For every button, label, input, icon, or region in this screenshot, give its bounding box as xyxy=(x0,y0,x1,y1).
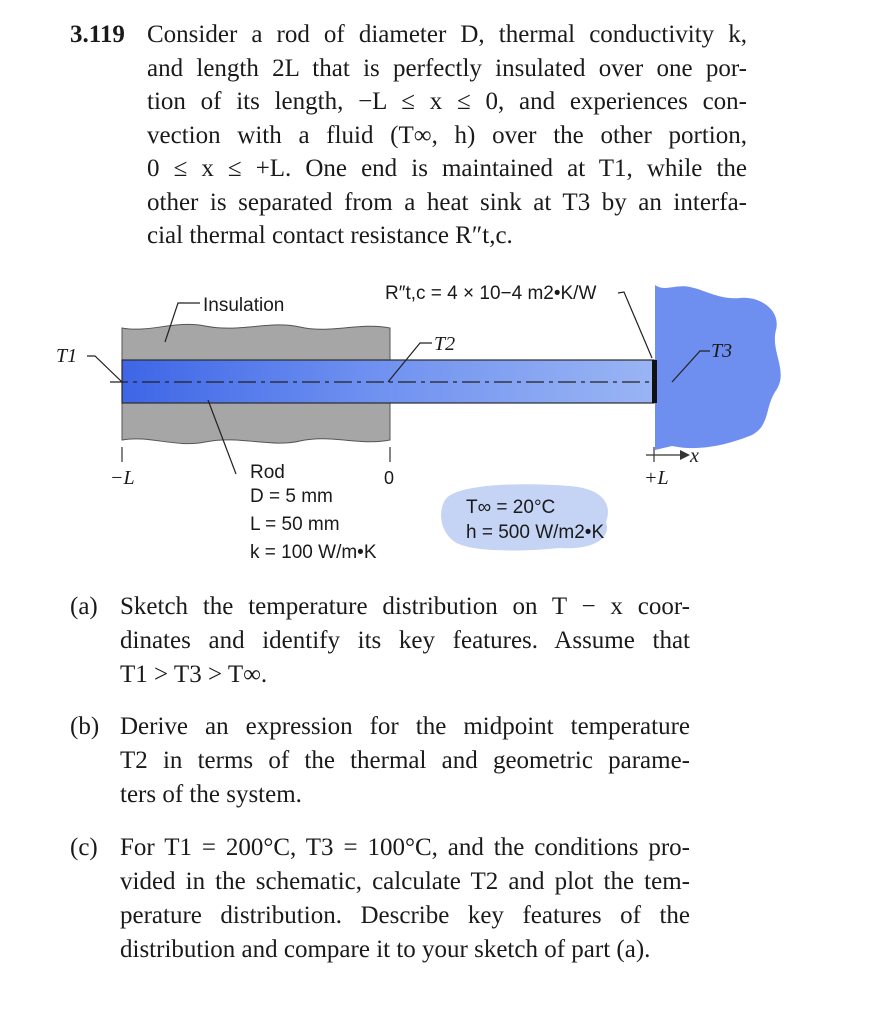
problem-line: 0 ≤ x ≤ +L. One end is maintained at T1, while the xyxy=(147,155,747,182)
part-text xyxy=(120,590,690,692)
part-line: For T1 = 200°C, T3 = 100°C, and the conditions pro- xyxy=(120,834,690,861)
part-text xyxy=(120,831,690,967)
t3-label: T3 xyxy=(711,340,733,362)
problem-line: other is separated from a heat sink at T3 by an interfa- xyxy=(147,188,747,216)
part-label: (c) xyxy=(70,834,98,861)
part-line: T1 > T3 > T∞. xyxy=(120,661,268,688)
problem-line: vection with a fluid (T∞, h) over the other portion, xyxy=(147,121,747,149)
insulation-top xyxy=(122,324,390,360)
part-line: Sketch the temperature distribution on T − x coor- xyxy=(120,593,690,620)
part-line: Derive an expression for the midpoint temperature xyxy=(120,713,690,740)
part-line: dinates and identify its key features. Assume that xyxy=(120,627,690,654)
rod-param-length: L = 50 mm xyxy=(250,514,340,535)
t1-leader xyxy=(87,356,122,382)
x-axis-arrow xyxy=(680,450,690,460)
tick-minus-l-label: −L xyxy=(110,467,135,489)
problem-line: and length 2L that is perfectly insulated over one por- xyxy=(147,54,747,82)
contact-resistance-label: R″t,c = 4 × 10−4 m2•K/W xyxy=(385,283,597,304)
problem-line: cial thermal contact resistance R″t,c. xyxy=(147,222,513,249)
part-line: perature distribution. Describe key features of the xyxy=(120,902,690,929)
part-line: distribution and compare it to your sketch of part (a). xyxy=(120,936,651,963)
rod-label: Rod xyxy=(250,462,285,483)
insulation-label: Insulation xyxy=(203,295,285,316)
t1-label: T1 xyxy=(56,345,78,367)
part-line: ters of the system. xyxy=(120,781,302,808)
part-line: T2 in terms of the thermal and geometric parame- xyxy=(120,747,690,774)
resistance-leader xyxy=(618,292,652,358)
part-text xyxy=(120,710,690,812)
problem-line: tion of its length, −L ≤ x ≤ 0, and experiences con- xyxy=(147,88,747,115)
part-label: (a) xyxy=(70,593,98,620)
fluid-param-temperature: T∞ = 20°C xyxy=(466,497,556,518)
problem-line: Consider a rod of diameter D, thermal conductivity k, xyxy=(147,21,747,48)
rod-param-diameter: D = 5 mm xyxy=(250,486,333,507)
part-line: vided in the schematic, calculate T2 and plot the tem- xyxy=(120,868,690,895)
part-label: (b) xyxy=(70,713,100,740)
heat-sink xyxy=(655,285,781,450)
problem-number: 3.119 xyxy=(70,21,125,48)
x-axis-label: x xyxy=(690,445,699,467)
fluid-param-coefficient: h = 500 W/m2•K xyxy=(466,522,605,543)
tick-plus-l-label: +L xyxy=(644,467,669,489)
rod-param-conductivity: k = 100 W/m•K xyxy=(250,542,377,563)
insulation-bottom xyxy=(122,403,390,444)
t2-label: T2 xyxy=(434,333,456,355)
contact-interface xyxy=(652,360,657,403)
tick-zero-label: 0 xyxy=(384,468,395,488)
